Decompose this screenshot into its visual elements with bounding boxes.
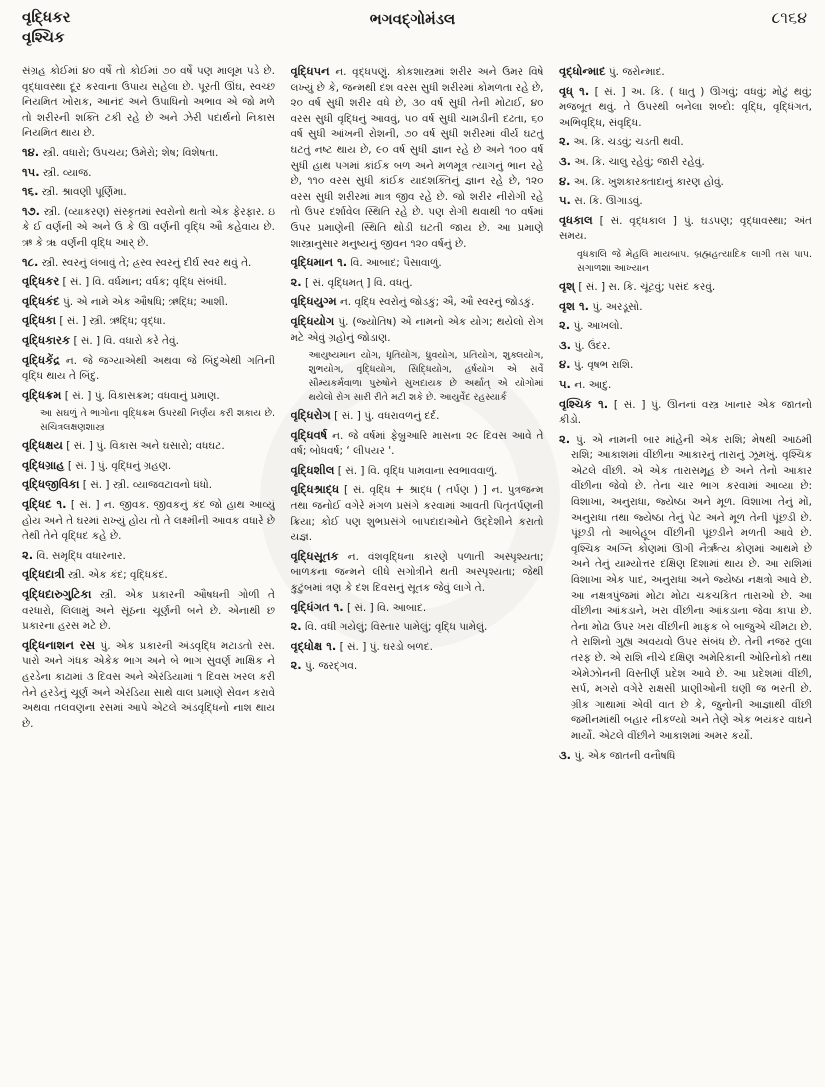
entry-headword: વૃદ્ધિયુગ્મ <box>290 294 337 309</box>
entry-headword: ૨. <box>22 547 34 562</box>
dictionary-entry <box>291 428 544 460</box>
dictionary-entry <box>22 638 275 733</box>
entry-headword: ૩. <box>559 747 572 762</box>
entry-headword: વૃદ્ધિદારુગુટિકા <box>22 587 92 602</box>
dictionary-title: ભગવદ્ગોમંડલ <box>369 10 456 28</box>
entry-definition: પું. વૃષભ રાશિ. <box>573 359 634 372</box>
entry-definition: પું. અરડૂસો. <box>592 300 643 313</box>
entry-headword: ૨. <box>559 318 571 333</box>
dictionary-entry <box>559 84 812 132</box>
entry-headword: ૫. <box>559 376 571 391</box>
column-right <box>559 64 812 1079</box>
entry-headword: ૩. <box>559 153 572 168</box>
dictionary-entry <box>291 600 544 617</box>
entry-definition: પું. ઉંદર. <box>574 339 611 352</box>
entry-definition: [ સં. ] પું. વિકાસ અને ઘસારો; વધઘટ. <box>66 440 225 453</box>
dictionary-entry <box>291 314 544 346</box>
entry-definition: ન. જે વર્ષમાં ફેબ્રુઆરિ માસના ૨૯ દિવસ આવે તે વર્ષ; બોધવર્ષ; ‘ લીપયર '. <box>290 429 544 458</box>
entry-definition: વિ. આબાદ; પૈસાવાળું. <box>350 257 442 270</box>
entry-definition: અ. કિ. ખુશકારક્તાદાનું કારણ હોવું. <box>573 175 724 188</box>
entry-definition: સ્ત્રી. વધારો; ઉપચય; ઉમેરો; શેષ; વિશેષતા. <box>42 146 219 159</box>
entry-definition: વૃધકાલિ જે મેહલિ માયબાપ. બ્રહ્મહત્યાદિક લાગી તસ પાપ. સગાળશા આખ્યાન <box>577 248 812 274</box>
dictionary-entry <box>22 255 275 272</box>
dictionary-entry <box>559 154 812 171</box>
dictionary-entry <box>559 299 812 316</box>
entry-headword: ૩. <box>559 337 572 352</box>
dictionary-entry <box>291 619 544 636</box>
entry-headword: ૪. <box>559 357 571 372</box>
dictionary-entry <box>22 184 275 201</box>
entry-headword: વૃદ્ધિદાત્રી <box>22 567 65 582</box>
entry-headword: વૃશ ૧. <box>559 298 590 313</box>
entry-definition: સ્ત્રી. (વ્યાકરણ) સંસ્કૃતમાં સ્વરોનો થતો એક ફેરફાર. ઇ કે ઈ વર્ણની એ અને ઉ કે ઊ વર્ણની વૃદ્ધિ ઔ કહેવાય છે. ઋ કે ૠ વર્ણની વૃદ્ધિ આર્ છે. <box>22 205 275 249</box>
entry-definition: [ સં. ] પું. વધરાવળનું દર્દ. <box>334 410 440 423</box>
dictionary-entry <box>22 313 275 330</box>
dictionary-entry <box>22 204 275 252</box>
dictionary-entry <box>291 463 544 480</box>
entry-headword: વૃદ્ધિશીલ <box>290 462 335 477</box>
guide-word-first: વૃદ્ધિકર <box>22 8 71 26</box>
entry-headword: વૃદ્ધિરોગ <box>290 408 331 423</box>
entry-definition: વિ. સમૃદ્ધિ વધારનાર. <box>36 549 126 562</box>
entry-definition: વિ. વધી ગયેલું; વિસ્તાર પામેલું; વૃદ્ધિ પામેલું. <box>304 621 488 634</box>
entry-headword: વૃદ્ધિક્રમ <box>22 387 62 402</box>
entry-definition: [ સં. ] અ. કિ. ( ધાતુ ) ઊગવું; વધવું; મોટું થવું; મજબૂત થવું. તે ઉપરથી બનેલા શબ્દો: વૃદ્ધિ, વૃદ્ધિંગત, અભિવૃદ્ધિ, સંવૃદ્ધિ. <box>559 85 812 129</box>
entry-definition: [ સં. ] વિ. વર્ધમાન; વર્ધક; વૃદ્ધિ સંબંધી. <box>62 276 227 289</box>
column-left <box>22 64 275 1079</box>
dictionary-entry <box>22 477 275 494</box>
entry-definition: પું. એ નામે એક ઔષધિ; ઋદ્ધિ; આશી. <box>62 295 229 308</box>
entry-definition: [ સં. ] પું. ઊનનાં વસ્ત્ર ખાનાર એક જાતનો કીડો. <box>559 398 812 427</box>
entry-definition: સ્ત્રી. વ્યાજ. <box>42 166 92 179</box>
entry-definition: [ સં. ] વિ. વધારો કરે તેવું. <box>73 334 179 347</box>
entry-definition: ન. આદુ. <box>574 378 612 391</box>
dictionary-entry <box>22 497 275 545</box>
entry-headword: વૃશ્ <box>559 278 576 293</box>
entry-headword: વૃધ્ ૧. <box>559 83 590 98</box>
entry-definition: [ સં. વૃદ્ધિ + શ્રાદ્ધ ( તર્પણ ) ] ન. પુત્રજન્મ તથા જનોઈ વગેરે મંગળ પ્રસંગે કરવામાં આવતી પિતૃતર્પણની ક્રિયા; કોઈ પણ શુભપ્રસંગે બાપદાદાઓને ઉદ્દેશીને કરાતો યજ્ઞ. <box>290 484 544 544</box>
dictionary-entry <box>22 294 275 311</box>
entry-headword: વૃદ્ધિવર્ષ <box>290 427 328 442</box>
entry-definition: સંગ્રહ કોઈમાં ૪૦ વર્ષે તો કોઈમાં ૭૦ વર્ષે પણ માલૂમ પડે છે. વૃદ્ધાવસ્થા દૂર કરવાના ઉપાય સહેલા છે. પૂરતી ઊંઘ, સ્વચ્છ નિયમિત ખોરાક, આનંદ અને ઉપાધિનો અભાવ એ જો મળે તો શરીરની શક્તિ ટકી રહે છે અને ઝેરી પદાર્થનો નિકાસ નિયમિત થાય છે. <box>22 65 275 140</box>
page-number: ૮૧૬૪ <box>771 8 807 27</box>
entry-headword: ૨. <box>290 619 302 634</box>
entry-headword: ૨. <box>290 274 302 289</box>
entry-definition: સ્ત્રી. સ્વરનું લંબાવું તે; હ્રસ્વ સ્વરનું દીર્ઘ સ્વર થવું તે. <box>41 256 252 269</box>
entry-headword: વૃદ્ધિકા <box>22 313 57 328</box>
entry-definition: પું. એક પ્રકારની અંડવૃદ્ધિ મટાડતો રસ. પારો અને ગંધક એકેક ભાગ અને બે ભાગ સુવર્ણ માક્ષિક ને હરડેના કાઢામાં ૩ દિવસ અને એરંડિયામાં ૧ દિવસ ખરલ કરી તેને હરડેનું ચૂર્ણ અને એરંડિયા સાથે વાલ પ્રમાણે સેવન કરાવે અથવા તલવણના રસમાં આપે એટલે અંડવૃદ્ધિનો નાશ થાય છે. <box>22 639 275 730</box>
entry-headword: વૃદ્ધિગ્રાહ <box>22 457 65 472</box>
dictionary-entry <box>22 548 275 565</box>
entry-definition: ન. જે જગ્યાએથી અથવા જે બિંદુએથી ગતિની વૃદ્ધિ થાય તે બિંદુ. <box>22 354 275 383</box>
entry-headword: ૧૭. <box>22 203 40 218</box>
entry-headword: ૪. <box>559 173 571 188</box>
dictionary-entry <box>559 357 812 374</box>
entry-definition: [ સં. ] પું. વૃદ્ધિનું ગ્રહણ. <box>67 459 172 472</box>
entry-definition: સ્ત્રી. શ્રાવણી પૂર્ણિમા. <box>41 186 127 199</box>
dictionary-entry <box>559 338 812 355</box>
entry-headword: વૃદ્ધિકર <box>22 274 60 289</box>
entry-headword: વૃધકાલ <box>559 212 593 227</box>
entry-definition: ન. વૃદ્ધિ સ્વરોનું જોડકું; ઐ, ઔ સ્વરનું જોડકું. <box>339 296 535 309</box>
entry-definition: ન. વંશવૃદ્ધિના કારણે પળાતી અસ્પૃશ્યતા; બાળકના જન્મને લીધે સગોત્રીને થતી અસ્પૃશ્યતા; જેથી કુટુંબમાં ત્રણ કે દશ દિવસનું સૂતક જેવું લાગે તે. <box>290 550 544 595</box>
entry-headword: વૃદ્ધિયોગ <box>290 313 335 328</box>
dictionary-entry <box>559 213 812 245</box>
entry-definition: [ સં. ] વિ. વૃદ્ધિ પામવાના સ્વભાવવાળું. <box>337 464 498 477</box>
dictionary-entry <box>291 64 544 252</box>
dictionary-entry <box>559 397 812 429</box>
dictionary-entry <box>22 438 275 455</box>
dictionary-entry <box>559 279 812 296</box>
dictionary-entry <box>559 64 812 81</box>
dictionary-entry <box>291 658 544 675</box>
entry-definition: [ સં. વૃદ્ધિમત્ ] વિ. વધતું. <box>304 276 413 289</box>
entry-headword: વૃદ્ધિજીવિકા <box>22 477 80 492</box>
entry-headword: વૃદ્ધિનાશન રસ <box>22 637 96 652</box>
entry-headword: વૃદ્ધિકંદ <box>22 293 60 308</box>
entry-headword: ૫. <box>559 193 571 208</box>
entry-definition: [ સં. ] સ્ત્રી. વ્યાજવટાવનો ધંધો. <box>82 479 213 492</box>
entry-headword: વૃદ્ધોન્માદ <box>559 64 606 78</box>
entry-headword: વૃદ્ધોક્ષ ૧. <box>290 638 337 653</box>
entry-headword: ૧૮. <box>22 254 39 269</box>
dictionary-entry <box>22 274 275 291</box>
dictionary-entry <box>291 275 544 292</box>
dictionary-entry <box>559 193 812 210</box>
entry-definition: [ સં. ] ન. જીવક. જીવકનું કંદ જો હાથ આવ્યું હોય અને તે ઘરમાં રાખ્યું હોય તો તે લક્ષ્મીની આવક વધારે છે તેથી તેને વૃદ્ધિદ કહે છે. <box>22 499 275 543</box>
dictionary-entry <box>291 255 544 272</box>
entry-headword: ૨. <box>290 658 302 673</box>
dictionary-entry <box>559 377 812 394</box>
entry-headword: વૃશ્ચિક ૧. <box>559 396 609 411</box>
dictionary-entry <box>559 748 812 765</box>
entry-definition: પું. જરદ્ગવ. <box>304 660 358 673</box>
entry-definition: ન. વૃદ્ધપણું. કોકશાસ્ત્રમાં શરીર અને ઉમર વિષે લખ્યું છે કે, જન્મથી દશ વરસ સુધી શરીરમાં કોમળતા રહે છે, ૨૦ વર્ષ સુધી શરીર વધે છે, ૩૦ વર્ષ સુધી તેની મોટાઈ, ૪૦ વરસ સુધી વૃદ્ધિનું આવવું, ૫૦ વર્ષ સુધી ચામડીની દઢતા, ૬૦ વર્ષ સુધી આંખની રોશની, ૭૦ વર્ષ સુધી શરીરમાં વીર્ય ઘટતું ઘટતું નષ્ટ થાય છે, ૯૦ વર્ષ સુધી જ્ઞાન રહે છે અને ૧૦૦ વર્ષ સુધી હાથ પગમાં કાંઈક બળ અને મળમૂત્ર ત્યાગનું ભાન રહે છે, ૧૧૦ વરસ સુધી કાંઈક યાદશક્તિનું જ્ઞાન રહે છે, ૧૨૦ વરસ સુધી શરીરમાં માત્ર જીવ રહે છે. જો શરીર નીરોગી રહે તો ઉપર દર્શાવેલ સ્થિતિ રહે છે. પણ રોગી થવાથી ૧૦ વર્ષમાં ઉપર પ્રમાણેની સ્થિતિ થોડી ઘટતી જાય છે. આ પ્રમાણે શાસ્ત્રાનુસાર મનુષ્યનું જીવન ૧૨૦ વર્ષનું છે. <box>290 66 544 250</box>
entry-headword: વૃદ્ધિકારક <box>22 332 71 347</box>
guide-word-last: વૃશ્ચિક <box>22 28 65 46</box>
entry-definition: પું. એ નામની બાર માંહેની એક રાશિ; મેષથી આઠમી રાશિ; આકાશમાં વીંછીના આકારનું તારાનું ઝૂમખું. વૃશ્ચિક એટલે વીંછી. એ એક તારાસમૂહ છે અને તેનો આકાર વીંછીના જેવો છે. તેના ચાર ભાગ કરવામાં આવ્યા છે: વિશાખા, અનુરાધા, જ્યેષ્ઠા અને મૂળ. વિશાખા તેનું મોં, અનુરાધા તથા જ્યેષ્ઠા તેનું પેટ અને મૂળ તેની પૂંછડી છે. પૂંછડી તો આબેહૂબ વીંછીની પૂંછડીને મળતી આવે છે. વૃશ્ચિક અગ્નિ કોણમાં ઊગી નૈર્ઋત્ય કોણમાં આથમે છે અને તેનું યામ્યોત્તર દક્ષિણ દિશામાં થાય છે. આ રાશિમાં વિશાખા એક પાદ, અનુરાધા અને જ્યેષ્ઠા નક્ષત્રો આવે છે. આ નક્ષત્રપુંજમાં મોટા મોટા ચકચકિત તારાઓ છે. આ વીંછીના આંકડાને, ખરા વીંછીના આંકડાના જેવા કાપા છે. તેના મોઢા ઉપર ખરા વીંછીની માફક બે બાજુએ ચીમટા છે. તે રાશિનો ગુહ્ય અવયવો ઉપર સંબંધ છે. તેની નજર તુલા તરફ છે. એ રાશિ નીચે દક્ષિણ અમેરિકાની ઓરિનોકો તથા એમેઝોનની વિસ્તીર્ણ પ્રદેશ આવે છે. આ પ્રદેશમાં વીંછી, સર્પ, મગરો વગેરે રાક્ષસી પ્રાણીઓની ઘણી જ ભરતી છે. ગ્રીક ગાથામાં એવી વાત છે કે, જુનોની આજ્ઞાથી વીંછી જમીનમાંથી બહાર નીકળ્યો અને તેણે એક ભયંકર વાઘને માર્યો. એટલે વીંછીને આકાશમાં અમર કર્યો. <box>571 433 812 742</box>
page-header <box>0 0 825 48</box>
entry-headword: વૃદ્ધિક્ષય <box>22 438 63 453</box>
entry-headword: વૃદ્ધિશ્રાદ્ધ <box>290 482 340 497</box>
entry-definition: સ. કિ. ઊગાડવું. <box>574 195 643 208</box>
dictionary-entry <box>559 174 812 191</box>
entry-definition: [ સં. ] સ. કિ. ચૂંટવું; પસંદ કરવું. <box>578 280 716 293</box>
entry-definition: સ્ત્રી. એક પ્રકારની ઔષધની ગોળી તે વરધારો, લિલામું અને સૂંઠના ચૂર્ણની બને છે. એનાથી છ પ્રકારના હરસ મટે છે. <box>22 589 275 633</box>
entry-definition: અ. કિ. ચાલુ રહેવું; જારી રહેવું. <box>574 155 705 168</box>
dictionary-entry <box>22 145 275 162</box>
dictionary-entry <box>22 165 275 182</box>
entry-definition: આયુષ્યમાન યોગ, ધૃતિયોગ, ધ્રુવયોગ, પ્રતિયોગ, શુક્લયોગ, શુભયોગ, વૃદ્ધિયોગ, સિદ્ધિયોગ, હર્ષયોગ એ સર્વે સૌમ્યકર્મવાળા પુરુષોને સુખદાયક છે અર્થાત્ એ યોગોમાં થયેલો રોગ સારી રીતે મટી શકે છે. આયુર્વેદ રહસ્યાર્ક <box>308 350 544 404</box>
entry-definition: [ સં. ] પું. વિકાસક્રમ; વધવાનું પ્રમાણ. <box>64 389 220 402</box>
entry-definition: અ. કિ. ચડવું; ચડતી થવી. <box>573 136 684 149</box>
citation <box>559 248 812 276</box>
dictionary-entry <box>22 353 275 385</box>
entry-definition: પું. આખલો. <box>573 320 623 333</box>
entry-headword: વૃદ્ધિંગત ૧. <box>290 599 344 614</box>
dictionary-entry <box>22 567 275 584</box>
entry-definition: [ સં. વૃદ્ધકાલ ] પું. ઘડપણ; વૃદ્ધાવસ્થા; અંત સમય. <box>559 214 812 243</box>
citation <box>291 349 544 405</box>
entry-definition: પું. (જ્યોતિષ) એ નામનો એક યોગ; થયેલો રોગ મટે એવું ગ્રહોનું જોડાણ. <box>290 315 544 344</box>
entry-headword: ૨. <box>559 431 571 446</box>
entry-definition: [ સં. ] વિ. આબાદ. <box>346 601 427 614</box>
entry-headword: વૃદ્ધિદ ૧. <box>22 497 67 512</box>
entry-headword: વૃદ્ધિસૂતક <box>290 548 339 563</box>
dictionary-entry <box>291 549 544 597</box>
dictionary-entry <box>22 587 275 635</box>
citation <box>22 407 275 435</box>
entry-headword: વૃદ્ધિમાન ૧. <box>290 255 348 270</box>
dictionary-entry <box>291 482 544 545</box>
entry-headword: ૧૪. <box>22 144 40 159</box>
entry-definition: આ સઘળું તે ભાગોના વૃદ્ધિક્રમ ઉપરથી નિર્ણય કરી શકાય છે. સચિત્રલક્ષણશાસ્ત્ર <box>40 408 275 434</box>
dictionary-entry <box>291 408 544 425</box>
dictionary-entry <box>559 318 812 335</box>
dictionary-entry <box>22 64 275 142</box>
entry-headword: વૃદ્ધિપન <box>290 64 330 78</box>
entry-headword: ૧૫. <box>22 164 40 179</box>
dictionary-entry <box>559 134 812 151</box>
dictionary-entry <box>22 333 275 350</box>
dictionary-entry <box>559 432 812 745</box>
dictionary-entry <box>291 639 544 656</box>
entry-definition: [ સં. ] સ્ત્રી. ઋદ્ધિ; વૃદ્ધા. <box>59 315 166 328</box>
dictionary-columns <box>22 64 812 1079</box>
entry-definition: પું. જરોન્માદ. <box>608 66 665 78</box>
column-middle <box>291 64 544 1079</box>
entry-definition: પું. એક જાતની વનૌષધિ <box>574 749 676 762</box>
entry-definition: સ્ત્રી. એક કંદ; વૃદ્ધિકંદ. <box>68 569 168 582</box>
entry-definition: [ સં. ] પું. ઘરડો બળદ. <box>339 640 433 653</box>
entry-headword: ૨. <box>559 134 571 149</box>
entry-headword: વૃદ્ધિકેંદ્ર <box>22 352 61 367</box>
dictionary-entry <box>291 294 544 311</box>
dictionary-entry <box>22 458 275 475</box>
entry-headword: ૧૬. <box>22 184 39 199</box>
dictionary-entry <box>22 388 275 405</box>
